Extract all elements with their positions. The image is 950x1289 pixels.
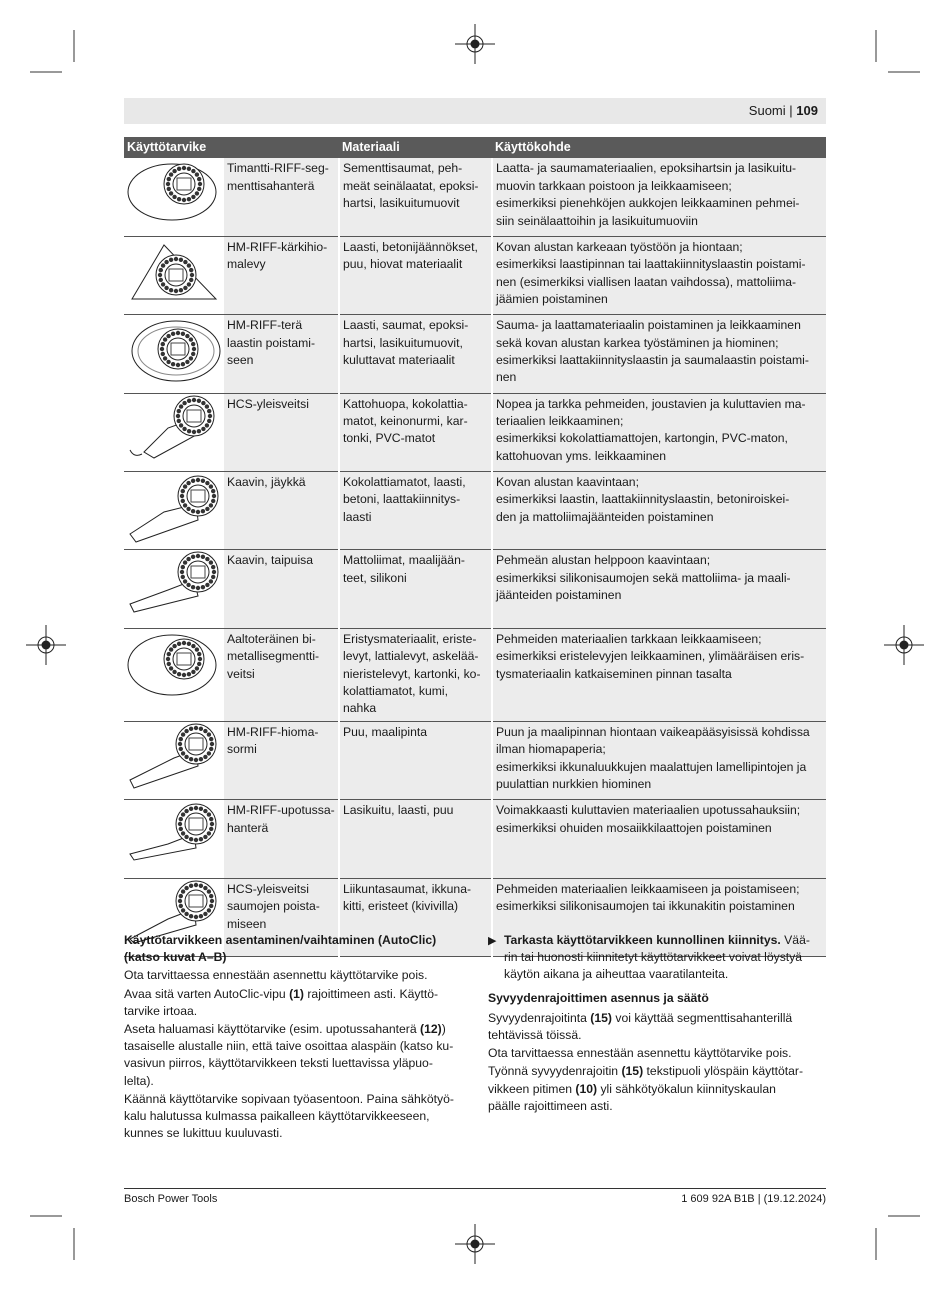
text-run: Avaa sitä varten AutoClic-vipu [124,986,290,1001]
table-row [124,315,826,393]
footer-brand: Bosch Power Tools [124,1193,218,1205]
accessory-name: HCS-yleisveitsi [224,393,339,471]
material-cell: Mattoliimat, maalijään- teet, silikoni [339,550,492,628]
wavy-segment-knife-icon [124,628,224,721]
accessory-name: Kaavin, jäykkä [224,472,339,550]
accessory-name: HM-RIFF-hioma- sormi [224,721,339,799]
material-cell: Kattohuopa, kokolattia- matot, keinonurmi, kar- tonki, PVC-matot [339,393,492,471]
bullet-bold: Tarkasta käyttötarvikkeen kunnollinen kiinnitys. [504,933,781,947]
text-run: Työnnä syvyydenrajoitin [488,1064,622,1079]
accessory-table [124,137,826,957]
accessory-name: HCS-yleisveitsi saumojen poista- miseen [224,878,339,956]
page-footer [124,1188,826,1205]
paragraph [124,1021,464,1090]
material-cell: Lasikuitu, laasti, puu [339,800,492,878]
page-header [124,98,826,124]
text-run: Aseta haluamasi käyttötarvike (esim. upotussahanterä [124,1022,421,1037]
page-header-text [749,103,818,118]
paragraph: Ota tarvittaessa ennestään asennettu käyttötarvike pois. [488,1046,792,1061]
paragraph: Käännä käyttötarvike sopivaan työasentoon. Paina sähkötyö- kalu halutussa kulmassa paikalleen käyttötarvikkeeseen, kunnes se lukittuu kuuluvasti. [124,1091,454,1141]
application-cell: Pehmeiden materiaalien leikkaamiseen ja poistamiseen; esimerkiksi silikonisaumojen tai ikkunakitin poistaminen [492,878,826,956]
footer-doc-id: 1 609 92A B1B | (19.12.2024) [681,1193,826,1205]
right-column [488,932,828,1116]
heading-line-1: Käyttötarvikkeen asentaminen/vaihtaminen (AutoClic) [124,933,437,947]
material-cell: Puu, maalipinta [339,721,492,799]
paragraph [488,1063,828,1115]
universal-knife-icon [124,393,224,471]
text-run: tekstipuoli ylöspäin käyttötar- vikkeen pitimen [488,1064,804,1096]
paragraph: Ota tarvittaessa ennestään asennettu käyttötarvike pois. [124,968,428,983]
triangle-sanding-plate-icon [124,236,224,314]
reference-number: (10) [575,1081,598,1096]
text-run: yli sähkötyökalun kiinnityskaulan päälle rajoittimeen asti. [488,1081,776,1113]
material-cell: Liikuntasaumat, ikkuna- kitti, eristeet (kivivilla) [339,878,492,956]
plunge-cut-blade-icon [124,800,224,878]
text-run: voi käyttää segmenttisahanterillä tehtävissä töissä. [488,1010,793,1043]
table-row [124,158,826,236]
table-header-row [124,137,826,158]
rigid-scraper-icon [124,472,224,550]
application-cell: Laatta- ja saumamateriaalien, epoksihartsin ja lasikuitu- muovin tarkkaan poistoon ja leikkaamiseen; esimerkiksi pienehköjen aukkojen leikkaaminen pehmei- siin seinälaattoihin ja lasikuitumuoviin [492,158,826,236]
warning-bullet [488,932,828,984]
text-run: Syvyydenrajoitinta [488,1010,591,1025]
col-header-accessory: Käyttötarvike [124,137,339,158]
reference-number: (15) [621,1064,644,1079]
application-cell: Kovan alustan karkeaan työstöön ja hiontaan; esimerkiksi laastipinnan tai laattakiinnityslaastin poistami- nen (esimerkiksi viallisen laatan vaihdossa), mattoliima- jäämien poistaminen [492,236,826,314]
reference-number: (12) [420,1022,442,1037]
application-cell: Pehmeiden materiaalien tarkkaan leikkaamiseen; esimerkiksi eristelevyjen leikkaaminen, ylimääräisen eris- tysmateriaalin katkaiseminen pinnan tasalta [492,628,826,721]
material-cell: Laasti, saumat, epoksi- hartsi, lasikuitumuovit, kuluttavat materiaalit [339,315,492,393]
grout-removal-disc-icon [124,315,224,393]
table-row [124,550,826,628]
application-cell: Pehmeän alustan helppoon kaavintaan; esimerkiksi silikonisaumojen sekä mattoliima- ja maali- jäänteiden poistaminen [492,550,826,628]
material-cell: Eristysmateriaalit, eriste- levyt, lattialevyt, askelää- nieristelevyt, kartonki, ko- kolattiamatot, kumi, nahka [339,628,492,721]
section-heading-autoclic [124,932,464,966]
application-cell: Nopea ja tarkka pehmeiden, joustavien ja kuluttavien ma- teriaalien leikkaaminen; esimerkiksi kokolattiamattojen, kartongin, PVC-maton, kattohuovan yms. leikkaaminen [492,393,826,471]
segment-blade-icon [124,158,224,236]
material-cell: Laasti, betonijäännökset, puu, hiovat materiaalit [339,236,492,314]
paragraph [124,986,464,1020]
material-cell: Kokolattiamatot, laasti, betoni, laattakiinnitys- laasti [339,472,492,550]
bullet-text [504,932,810,984]
accessory-name: HM-RIFF-terä laastin poistami- seen [224,315,339,393]
accessory-name: HM-RIFF-kärkihio- malevy [224,236,339,314]
section-heading-depth-stop: Syvyydenrajoittimen asennus ja säätö [488,990,709,1005]
table-row [124,472,826,550]
accessory-name: Timantti-RIFF-seg- menttisahanterä [224,158,339,236]
left-column [124,932,464,1143]
text-run: rajoittimeen asti. Käyttö- tarvike irtoaa. [124,986,439,1018]
page-number: 109 [796,103,818,118]
material-cell: Sementtisaumat, peh- meät seinälaatat, epoksi- hartsi, lasikuitumuovit [339,158,492,236]
col-header-material: Materiaali [339,137,492,158]
application-cell: Puun ja maalipinnan hiontaan vaikeapääsyisissä kohdissa ilman hiomapaperia; esimerkiksi ikkunaluukkujen maalattujen lamellipintojen ja puulattian nurkkien hiominen [492,721,826,799]
reference-number: (15) [590,1010,612,1025]
table-row [124,628,826,721]
accessory-name: HM-RIFF-upotussa- hanterä [224,800,339,878]
header-separator: | [789,103,793,118]
flexible-scraper-icon [124,550,224,628]
application-cell: Kovan alustan kaavintaan; esimerkiksi laastin, laattakiinnityslaastin, betoniroiskei- den ja mattoliimajäänteiden poistaminen [492,472,826,550]
table-row [124,721,826,799]
accessory-name: Aaltoteräinen bi- metallisegmentti- veitsi [224,628,339,721]
triangle-bullet-icon: ▶ [488,935,497,947]
reference-number: (1) [289,986,304,1001]
heading-line-2: (katso kuvat A–B) [124,950,227,965]
col-header-application: Käyttökohde [492,137,826,158]
application-cell: Voimakkaasti kuluttavien materiaalien upotussahauksiin; esimerkiksi ohuiden mosaiikkilaattojen poistaminen [492,800,826,878]
table-row [124,236,826,314]
accessory-name: Kaavin, taipuisa [224,550,339,628]
bullet-rest: Vää- rin tai huonosti kiinnitetyt käyttötarvikkeet voivat löystyä käytön aikana ja aiheuttaa vaaratilanteita. [504,933,810,982]
table-row [124,393,826,471]
paragraph [488,1010,828,1044]
application-cell: Sauma- ja laattamateriaalin poistaminen ja leikkaaminen sekä kovan alustan karkea työstäminen ja hiominen; esimerkiksi laattakiinnityslaastin ja saumalaastin poistami- nen [492,315,826,393]
table-row [124,800,826,878]
header-language: Suomi [748,103,786,118]
sanding-finger-icon [124,721,224,799]
text-run: ) tasaiselle alustalle niin, että taive osoittaa alaspäin (katso ku- vasivun piirros, käyttötarvikkeen teksti luettavissa yläpuo- lelta). [124,1022,454,1088]
